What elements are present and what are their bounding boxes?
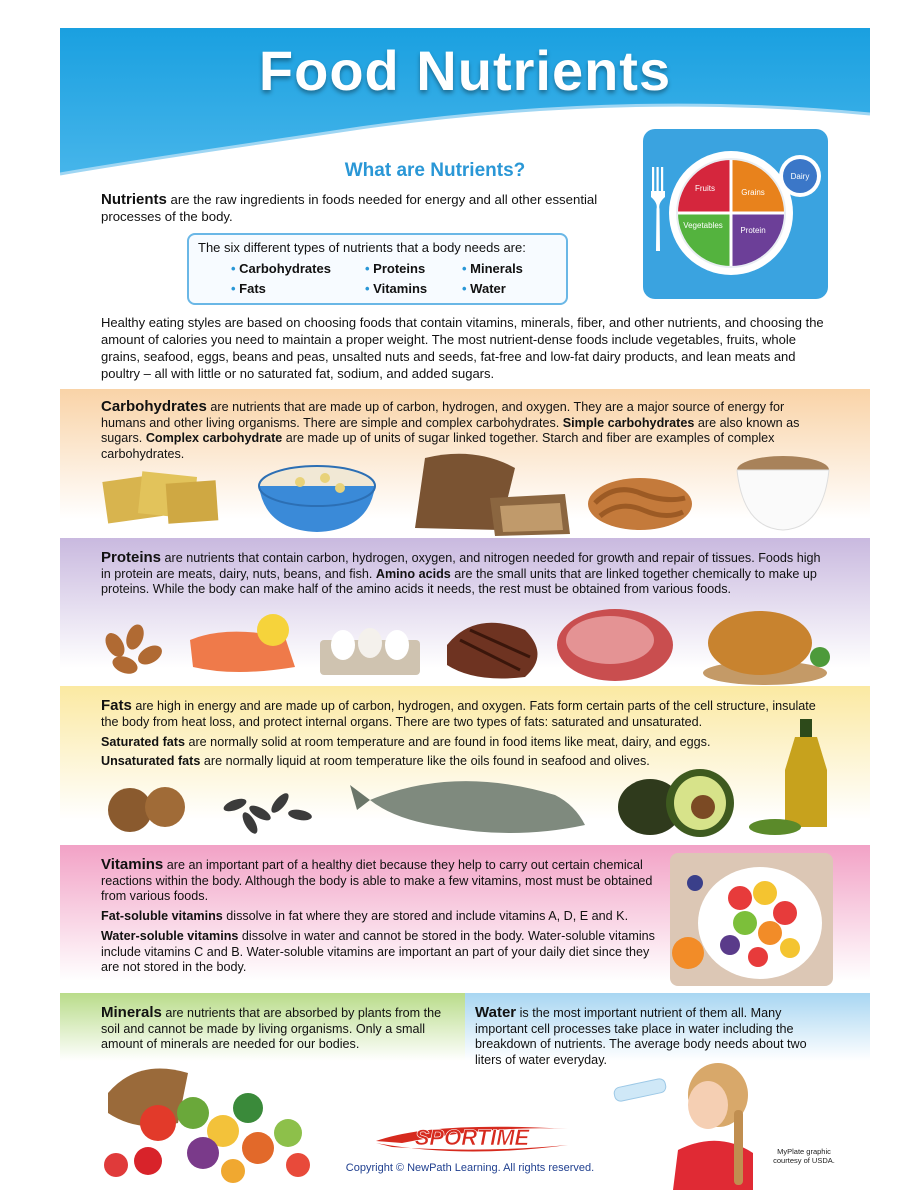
vitamins-paragraph (101, 857, 656, 905)
copyright-text: Copyright © NewPath Learning. All rights reserved. (345, 1162, 595, 1174)
plate-vegetables-label: Vegetables (683, 221, 723, 230)
whole-grain-bread-image (415, 454, 570, 536)
sportime-logo-text: SPORTIME (414, 1125, 530, 1150)
complex-carbohydrate-term: Complex carbohydrate (145, 431, 283, 446)
fats-food-images (95, 715, 850, 845)
proteins-food-images (95, 585, 845, 685)
walnuts-image (108, 787, 185, 832)
avocado-image (618, 769, 734, 837)
intro-text: are the raw ingredients in foods needed for energy and all other essential processes of the body. (101, 192, 598, 224)
water-soluble-text: dissolve in water and cannot be stored in the body. Water-soluble vitamins include vitamins C and B. Water-soluble vitamins are important an part of your daily diet since they are not stored in the body. (101, 929, 655, 975)
minerals-paragraph (101, 1005, 451, 1053)
unsaturated-fats-text: are normally liquid at room temperature like the oils found in seafood and olives. (200, 754, 650, 768)
carbohydrates-food-images (95, 448, 835, 538)
saturated-fats-text: are normally solid at room temperature and are found in food items like meat, dairy, and eggs. (184, 735, 711, 749)
fats-text-1: are high in energy and are made up of carbon, hydrogen, and oxygen. Fats form certain parts of the cell structure, insulate the body from heat loss, and protect internal organs. There are two types of fats: saturated and unsaturated. (101, 699, 816, 729)
section-subtitle: What are Nutrients? (344, 160, 526, 181)
almonds-image (102, 622, 166, 677)
carbohydrates-text-2: are also known as sugars. (101, 415, 800, 446)
saturated-fats-term: Saturated fats (101, 735, 185, 749)
simple-carbohydrates-term: Simple carbohydrates (562, 415, 695, 430)
type-carbohydrates: • Carbohydrates (231, 261, 331, 276)
intro-paragraph (101, 191, 641, 225)
eggs-carton-image (320, 628, 420, 675)
proteins-text-1: are nutrients that contain carbon, hydrogen, oxygen, and nitrogen needed for growth and repair of tissues. Foods high in protein are meats, dairy, nuts, beans, and fish. (101, 551, 821, 581)
sportime-logo (372, 1123, 572, 1155)
unsaturated-fats-term: Unsaturated fats (101, 754, 201, 768)
healthy-eating-paragraph: Healthy eating styles are based on choosing foods that contain vitamins, minerals, fiber, and other nutrients, and choosing the amount of calories you need to maintain a proper weight. The most nutrient-dense foods include vegetables, fruits, whole grains, seafood, eggs, beans and peas, unsalted nuts and seeds, fat-free and low-fat dairy products, and lean meats and poultry – all with little or no saturated fat, sodium, and added sugars. (101, 315, 824, 381)
crackers-image (102, 471, 218, 523)
fat-soluble-paragraph (101, 909, 661, 925)
fat-soluble-term: Fat-soluble vitamins (101, 909, 223, 923)
olive-oil-bottle-image (749, 719, 827, 835)
proteins-text-2: are the small units that are linked together chemically to make up proteins. While the body can make half of the amino acids it needs, the rest must be obtained from various foods. (101, 566, 817, 597)
type-vitamins: • Vitamins (365, 281, 427, 296)
type-minerals: • Minerals (462, 261, 523, 276)
salmon-fillet-image (190, 614, 295, 672)
fats-lead: Fats (101, 697, 132, 714)
vitamins-text-1: are an important part of a healthy diet because they help to carry out certain chemical reactions within the body. Although the body is able to make a few vitamins, most must be obtained from various foods. (101, 858, 653, 904)
sunflower-seeds-image (222, 791, 313, 836)
nutrient-types-box (187, 233, 568, 305)
water-bottle-icon (613, 1078, 667, 1103)
roast-chicken-image (703, 611, 830, 685)
nutrient-types-heading: The six different types of nutrients that a body needs are: (198, 240, 526, 255)
brown-rice-bowl-image (737, 456, 829, 530)
amino-acids-term: Amino acids (375, 566, 451, 581)
vegetable-basket-image (98, 1053, 328, 1188)
steak-image (447, 623, 538, 679)
plate-dairy-label: Dairy (790, 172, 810, 181)
plate-protein-label: Protein (740, 226, 766, 235)
type-fats: • Fats (231, 281, 266, 296)
plate-grains-label: Grains (741, 188, 765, 197)
myplate-credit: MyPlate graphic courtesy of USDA. (773, 1147, 835, 1165)
minerals-lead: Minerals (101, 1004, 162, 1021)
fruit-salad-image (670, 853, 833, 986)
minerals-text: are nutrients that are absorbed by plants from the soil and cannot be made by living organisms. Only a small amount of minerals are needed for our bodies. (101, 1006, 442, 1052)
plate-fruits-label: Fruits (695, 184, 715, 193)
proteins-lead: Proteins (101, 549, 162, 566)
vitamins-lead: Vitamins (101, 856, 164, 873)
type-proteins: • Proteins (365, 261, 425, 276)
carbohydrates-lead: Carbohydrates (101, 398, 207, 415)
water-soluble-term: Water-soluble vitamins (101, 929, 239, 943)
carbohydrates-text-3: are made up of units of sugar linked together. Starch and fiber are examples of complex carbohydrates. (101, 431, 775, 461)
fat-soluble-text: dissolve in fat where they are stored and include vitamins A, D, E and K. (222, 909, 629, 923)
carbohydrates-text-1: are nutrients that are made up of carbon, hydrogen, and oxygen. They are a major source of energy for humans and other living organisms. There are simple and complex carbohydrates. (101, 400, 785, 430)
ham-image (557, 609, 673, 681)
myplate-graphic (643, 129, 828, 299)
oatmeal-bowl-image (259, 466, 375, 532)
water-text: is the most important nutrient of them all. Many important cell processes take place in water including the breakdown of nutrients. The average body needs about two liters of water everyday. (475, 1006, 807, 1067)
fish-image (350, 781, 585, 833)
water-soluble-paragraph (101, 929, 656, 976)
intro-lead: Nutrients (101, 191, 167, 208)
type-water: • Water (462, 281, 506, 296)
page-title: Food Nutrients (258, 39, 672, 102)
rotini-pasta-image (588, 478, 692, 530)
water-lead: Water (475, 1004, 517, 1021)
fork-icon (651, 167, 665, 251)
